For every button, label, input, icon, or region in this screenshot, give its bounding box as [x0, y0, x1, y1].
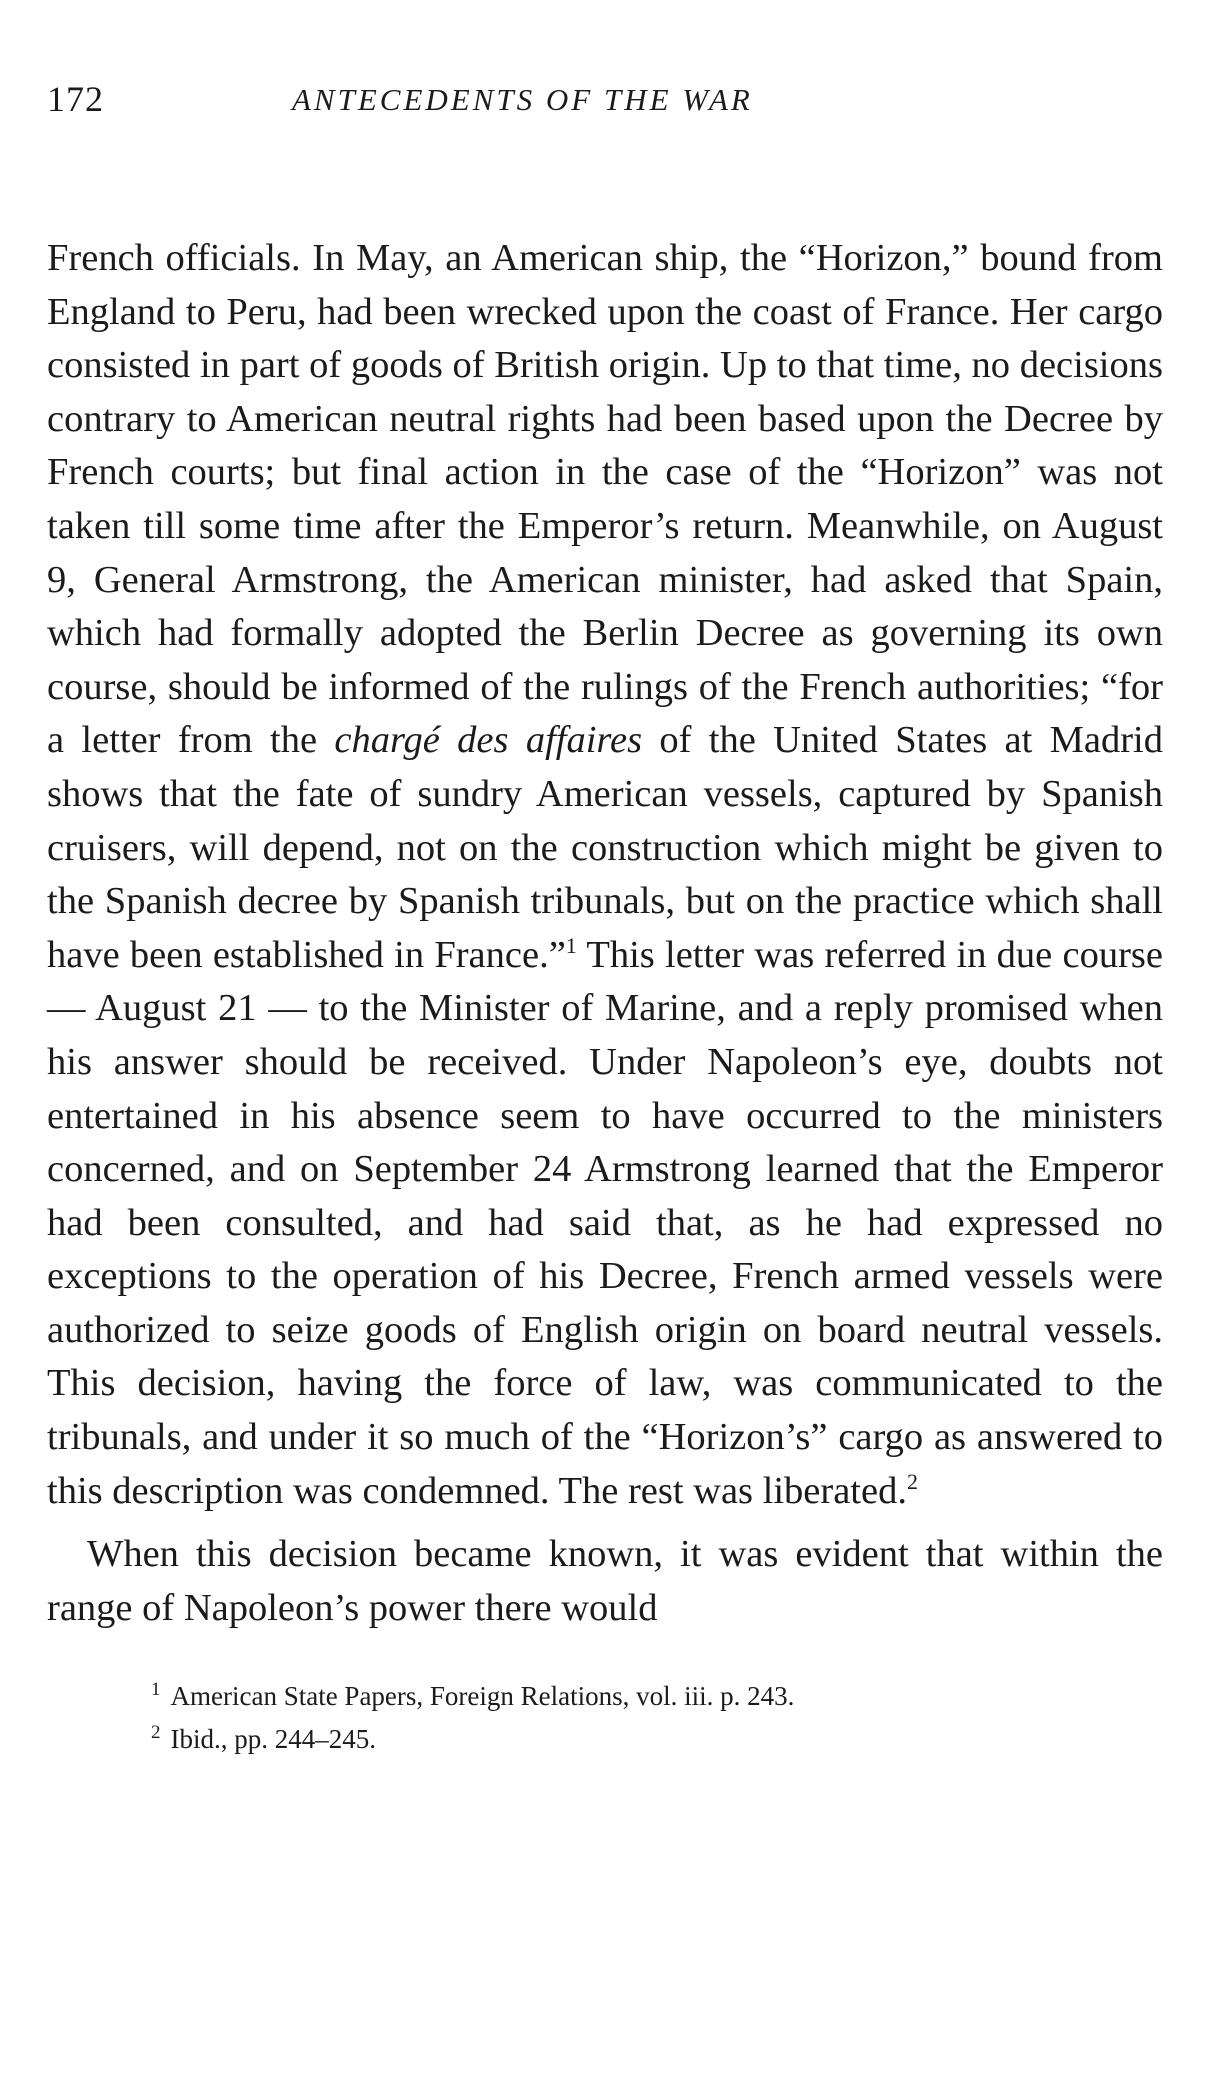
text-segment: of the United States at Madrid shows that the fate of sundry American vessels, captured by Spanish cruisers, will depend, not on the construction which might be given to the Spanish decree by Spanish tribunals, but on the practice which shall have been established in France.”	[47, 719, 1163, 976]
paragraph: When this decision became known, it was evident that within the range of Napoleon’s power there would	[47, 1533, 1163, 1629]
footnote-text: Ibid., pp. 244–245.	[170, 1724, 376, 1755]
paragraph	[47, 232, 1163, 1518]
footnote-number: 2	[151, 1722, 161, 1744]
italic-phrase: chargé des affaires	[334, 719, 643, 762]
footnote-ref: 1	[565, 932, 577, 958]
footnote	[151, 1718, 1163, 1761]
footnote-ref: 2	[906, 1468, 918, 1494]
footnote-text: American State Papers, Foreign Relations, vol. iii. p. 243.	[170, 1681, 795, 1712]
text-segment: French officials. In May, an American ship, the “Horizon,” bound from England to Peru, had been wrecked upon the coast of France. Her cargo consisted in part of goods of British origin. Up to that time, no decisions contrary to American neutral rights had been based upon the Decree by French courts; but final action in the case of the “Horizon” was not taken till some time after the Emperor’s return. Meanwhile, on August 9, General Armstrong, the American minister, had asked that Spain, which had formally adopted the Berlin Decree as governing its own course, should be informed of the rulings of the French authorities; “for a letter from the	[47, 237, 1163, 762]
text-segment: This letter was referred in due course — August 21 — to the Minister of Marine, and a reply promised when his answer should be received. Under Napoleon’s eye, doubts not entertained in his absence seem to have occurred to the ministers concerned, and on September 24 Armstrong learned that the Emperor had been consulted, and had said that, as he had expressed no exceptions to the operation of his Decree, French armed vessels were authorized to seize goods of English origin on board neutral vessels. This decision, having the force of law, was communicated to the tribunals, and under it so much of the “Horizon’s” cargo as answered to this description was condemned. The rest was liberated.	[47, 933, 1163, 1512]
page-number: 172	[47, 79, 104, 119]
footnote	[151, 1675, 1163, 1718]
page-header	[47, 70, 1163, 140]
running-head: ANTECEDENTS OF THE WAR	[292, 82, 753, 117]
book-page	[47, 70, 1163, 1761]
body-text	[47, 232, 1163, 1635]
footnotes	[47, 1675, 1163, 1761]
footnote-number: 1	[151, 1679, 161, 1701]
